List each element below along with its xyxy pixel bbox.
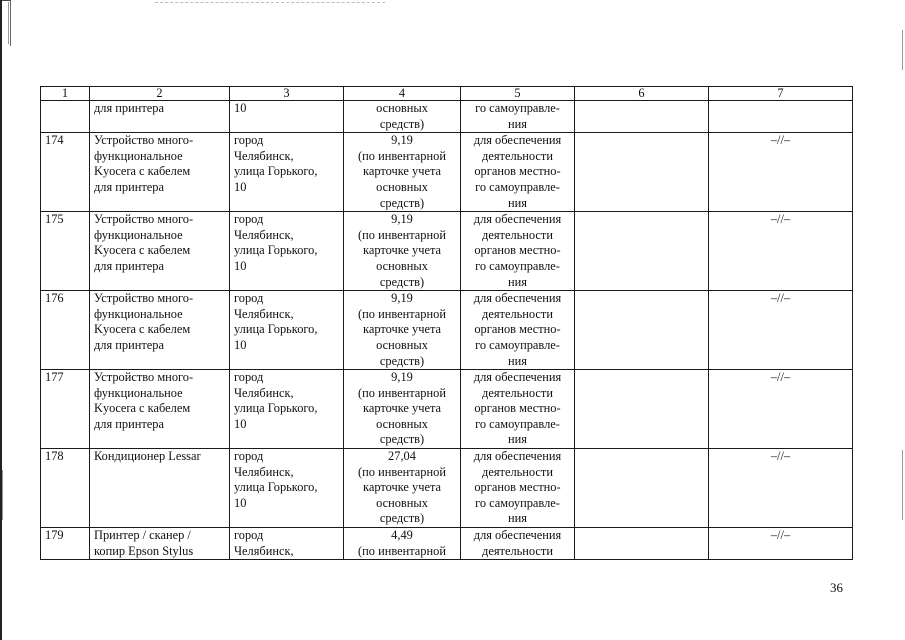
header-cell: 7 xyxy=(709,87,853,101)
value-cell-line: основных xyxy=(376,179,428,194)
row-number-cell: 174 xyxy=(41,133,90,212)
notes-cell-line: –//– xyxy=(770,528,791,543)
row-number-cell: 176 xyxy=(41,291,90,370)
header-cell: 4 xyxy=(344,87,461,101)
value-cell-line: (по инвентарной xyxy=(358,543,446,558)
row-number-cell: 178 xyxy=(41,449,90,528)
table-row xyxy=(41,370,853,449)
name-cell xyxy=(90,291,230,370)
table-row xyxy=(41,528,853,560)
address-cell-line: улица Горького, xyxy=(234,322,318,337)
address-cell-line: город xyxy=(234,449,264,464)
value-cell-line: средств) xyxy=(379,116,425,131)
name-cell xyxy=(90,528,230,560)
value-cell-line: основных xyxy=(376,258,428,273)
purpose-cell xyxy=(461,291,575,370)
address-cell xyxy=(230,133,344,212)
value-cell-line: карточке учета xyxy=(362,480,442,495)
value-cell xyxy=(344,133,461,212)
value-cell-line: (по инвентарной xyxy=(358,227,446,242)
value-cell-line: основных xyxy=(376,495,428,510)
address-cell-line: улица Горького, xyxy=(234,401,318,416)
purpose-cell-line: органов местно- xyxy=(474,401,561,416)
purpose-cell-line: органов местно- xyxy=(474,480,561,495)
name-cell-line: функциональное xyxy=(94,306,183,321)
purpose-cell-line: го самоуправле- xyxy=(475,416,560,431)
name-cell-line: для принтера xyxy=(94,416,164,431)
name-cell-line: функциональное xyxy=(94,227,183,242)
scan-edge-mark-right xyxy=(902,30,903,70)
notes-cell xyxy=(709,528,853,560)
value-cell-line: карточке учета xyxy=(362,243,442,258)
name-cell-line: Устройство много- xyxy=(94,133,194,148)
purpose-cell-line: ния xyxy=(508,353,527,368)
value-cell xyxy=(344,101,461,133)
address-cell xyxy=(230,370,344,449)
address-cell xyxy=(230,449,344,528)
basis-cell xyxy=(575,449,709,528)
name-cell-line: Kyocera с кабелем xyxy=(94,401,191,416)
value-cell xyxy=(344,291,461,370)
notes-cell-line: –//– xyxy=(770,370,791,385)
basis-cell xyxy=(575,101,709,133)
header-row xyxy=(41,87,853,101)
value-cell-line: основных xyxy=(376,101,428,115)
name-cell-line: функциональное xyxy=(94,148,183,163)
value-cell-line: 9,19 xyxy=(391,212,413,227)
value-cell-line: карточке учета xyxy=(362,401,442,416)
address-cell xyxy=(230,528,344,560)
purpose-cell-line: деятельности xyxy=(482,306,553,321)
address-cell-line: Челябинск, xyxy=(234,227,294,242)
address-cell-line: 10 xyxy=(234,495,247,510)
purpose-cell-line: органов местно- xyxy=(474,322,561,337)
value-cell-line: (по инвентарной xyxy=(358,385,446,400)
name-cell-line: Устройство много- xyxy=(94,291,194,306)
notes-cell-line: –//– xyxy=(770,133,791,148)
purpose-cell-line: деятельности xyxy=(482,227,553,242)
value-cell-line: 27,04 xyxy=(388,449,416,464)
notes-cell xyxy=(709,212,853,291)
name-cell-line: Kyocera с кабелем xyxy=(94,243,191,258)
name-cell xyxy=(90,449,230,528)
purpose-cell xyxy=(461,449,575,528)
purpose-cell xyxy=(461,370,575,449)
value-cell-line: средств) xyxy=(379,195,425,210)
name-cell-line: для принтера xyxy=(94,337,164,352)
address-cell-line: Челябинск, xyxy=(234,464,294,479)
header-cell: 3 xyxy=(230,87,344,101)
address-cell xyxy=(230,291,344,370)
purpose-cell-line: ния xyxy=(508,432,527,447)
purpose-cell-line: для обеспечения xyxy=(473,449,562,464)
notes-cell-line: –//– xyxy=(770,449,791,464)
address-cell-line: город xyxy=(234,370,264,385)
header-cell: 1 xyxy=(41,87,90,101)
value-cell-line: 9,19 xyxy=(391,370,413,385)
value-cell xyxy=(344,528,461,560)
purpose-cell-line: го самоуправле- xyxy=(475,101,560,115)
row-number-cell: 175 xyxy=(41,212,90,291)
name-cell-line: функциональное xyxy=(94,385,183,400)
table-row xyxy=(41,291,853,370)
name-cell-line: Устройство много- xyxy=(94,212,194,227)
value-cell-line: основных xyxy=(376,337,428,352)
purpose-cell-line: деятельности xyxy=(482,543,553,558)
basis-cell xyxy=(575,291,709,370)
header-cell: 2 xyxy=(90,87,230,101)
purpose-cell-line: ния xyxy=(508,511,527,526)
value-cell-line: 4,49 xyxy=(391,528,413,543)
value-cell xyxy=(344,212,461,291)
purpose-cell xyxy=(461,133,575,212)
value-cell-line: карточке учета xyxy=(362,322,442,337)
table-row xyxy=(41,212,853,291)
address-cell-line: Челябинск, xyxy=(234,148,294,163)
value-cell-line: средств) xyxy=(379,274,425,289)
scan-edge-mark xyxy=(2,470,3,520)
address-cell xyxy=(230,101,344,133)
purpose-cell-line: органов местно- xyxy=(474,243,561,258)
row-number-cell: 179 xyxy=(41,528,90,560)
name-cell xyxy=(90,370,230,449)
address-cell-line: город xyxy=(234,133,264,148)
name-cell-line: Кондиционер Lessar xyxy=(94,449,201,464)
purpose-cell-line: го самоуправле- xyxy=(475,495,560,510)
address-cell-line: 10 xyxy=(234,258,247,273)
scan-corner-mark-inner xyxy=(2,2,9,44)
value-cell-line: средств) xyxy=(379,511,425,526)
purpose-cell-line: деятельности xyxy=(482,148,553,163)
address-cell xyxy=(230,212,344,291)
notes-cell xyxy=(709,133,853,212)
purpose-cell-line: для обеспечения xyxy=(473,133,562,148)
table-row-continued xyxy=(41,101,853,133)
name-cell-line: для принтера xyxy=(94,179,164,194)
purpose-cell-line: органов местно- xyxy=(474,164,561,179)
purpose-cell-line: для обеспечения xyxy=(473,370,562,385)
address-cell-line: Челябинск, xyxy=(234,543,294,558)
address-cell-line: 10 xyxy=(234,337,247,352)
name-cell xyxy=(90,212,230,291)
table-row xyxy=(41,133,853,212)
purpose-cell-line: деятельности xyxy=(482,464,553,479)
header-cell: 6 xyxy=(575,87,709,101)
name-cell-line: Kyocera с кабелем xyxy=(94,322,191,337)
purpose-cell-line: ния xyxy=(508,116,527,131)
purpose-cell-line: деятельности xyxy=(482,385,553,400)
value-cell-line: карточке учета xyxy=(362,164,442,179)
purpose-cell-line: ния xyxy=(508,195,527,210)
address-cell-line: Челябинск, xyxy=(234,385,294,400)
value-cell-line: средств) xyxy=(379,432,425,447)
purpose-cell-line: го самоуправле- xyxy=(475,179,560,194)
notes-cell-line: –//– xyxy=(770,212,791,227)
address-cell-line: 10 xyxy=(234,416,247,431)
table-row xyxy=(41,449,853,528)
name-cell-line: Принтер / сканер / xyxy=(94,528,191,543)
purpose-cell-line: ния xyxy=(508,274,527,289)
address-cell-line: Челябинск, xyxy=(234,306,294,321)
header-cell: 5 xyxy=(461,87,575,101)
address-cell-line: улица Горького, xyxy=(234,243,318,258)
basis-cell xyxy=(575,212,709,291)
row-number-cell xyxy=(41,101,90,133)
value-cell-line: (по инвентарной xyxy=(358,306,446,321)
value-cell xyxy=(344,370,461,449)
row-number-cell: 177 xyxy=(41,370,90,449)
purpose-cell-line: го самоуправле- xyxy=(475,258,560,273)
name-cell-line: для принтера xyxy=(94,101,164,115)
name-cell xyxy=(90,133,230,212)
purpose-cell-line: для обеспечения xyxy=(473,291,562,306)
value-cell-line: (по инвентарной xyxy=(358,464,446,479)
basis-cell xyxy=(575,370,709,449)
page-left-edge xyxy=(0,0,2,640)
value-cell-line: 9,19 xyxy=(391,291,413,306)
address-cell-line: улица Горького, xyxy=(234,164,318,179)
name-cell xyxy=(90,101,230,133)
notes-cell xyxy=(709,370,853,449)
name-cell-line: копир Epson Stylus xyxy=(94,543,194,558)
notes-cell xyxy=(709,291,853,370)
address-cell-line: 10 xyxy=(234,101,247,115)
address-cell-line: город xyxy=(234,291,264,306)
property-register-table xyxy=(40,86,853,560)
notes-cell xyxy=(709,101,853,133)
scan-artifact-line xyxy=(155,2,385,3)
name-cell-line: Устройство много- xyxy=(94,370,194,385)
address-cell-line: город xyxy=(234,212,264,227)
name-cell-line: для принтера xyxy=(94,258,164,273)
purpose-cell xyxy=(461,101,575,133)
value-cell xyxy=(344,449,461,528)
address-cell-line: улица Горького, xyxy=(234,480,318,495)
address-cell-line: 10 xyxy=(234,179,247,194)
value-cell-line: 9,19 xyxy=(391,133,413,148)
purpose-cell xyxy=(461,212,575,291)
notes-cell xyxy=(709,449,853,528)
name-cell-line: Kyocera с кабелем xyxy=(94,164,191,179)
value-cell-line: основных xyxy=(376,416,428,431)
scan-edge-mark-right xyxy=(902,450,903,520)
purpose-cell-line: го самоуправле- xyxy=(475,337,560,352)
purpose-cell xyxy=(461,528,575,560)
basis-cell xyxy=(575,133,709,212)
address-cell-line: город xyxy=(234,528,264,543)
notes-cell-line: –//– xyxy=(770,291,791,306)
basis-cell xyxy=(575,528,709,560)
value-cell-line: средств) xyxy=(379,353,425,368)
purpose-cell-line: для обеспечения xyxy=(473,212,562,227)
value-cell-line: (по инвентарной xyxy=(358,148,446,163)
page-number: 36 xyxy=(830,580,843,595)
purpose-cell-line: для обеспечения xyxy=(473,528,562,543)
